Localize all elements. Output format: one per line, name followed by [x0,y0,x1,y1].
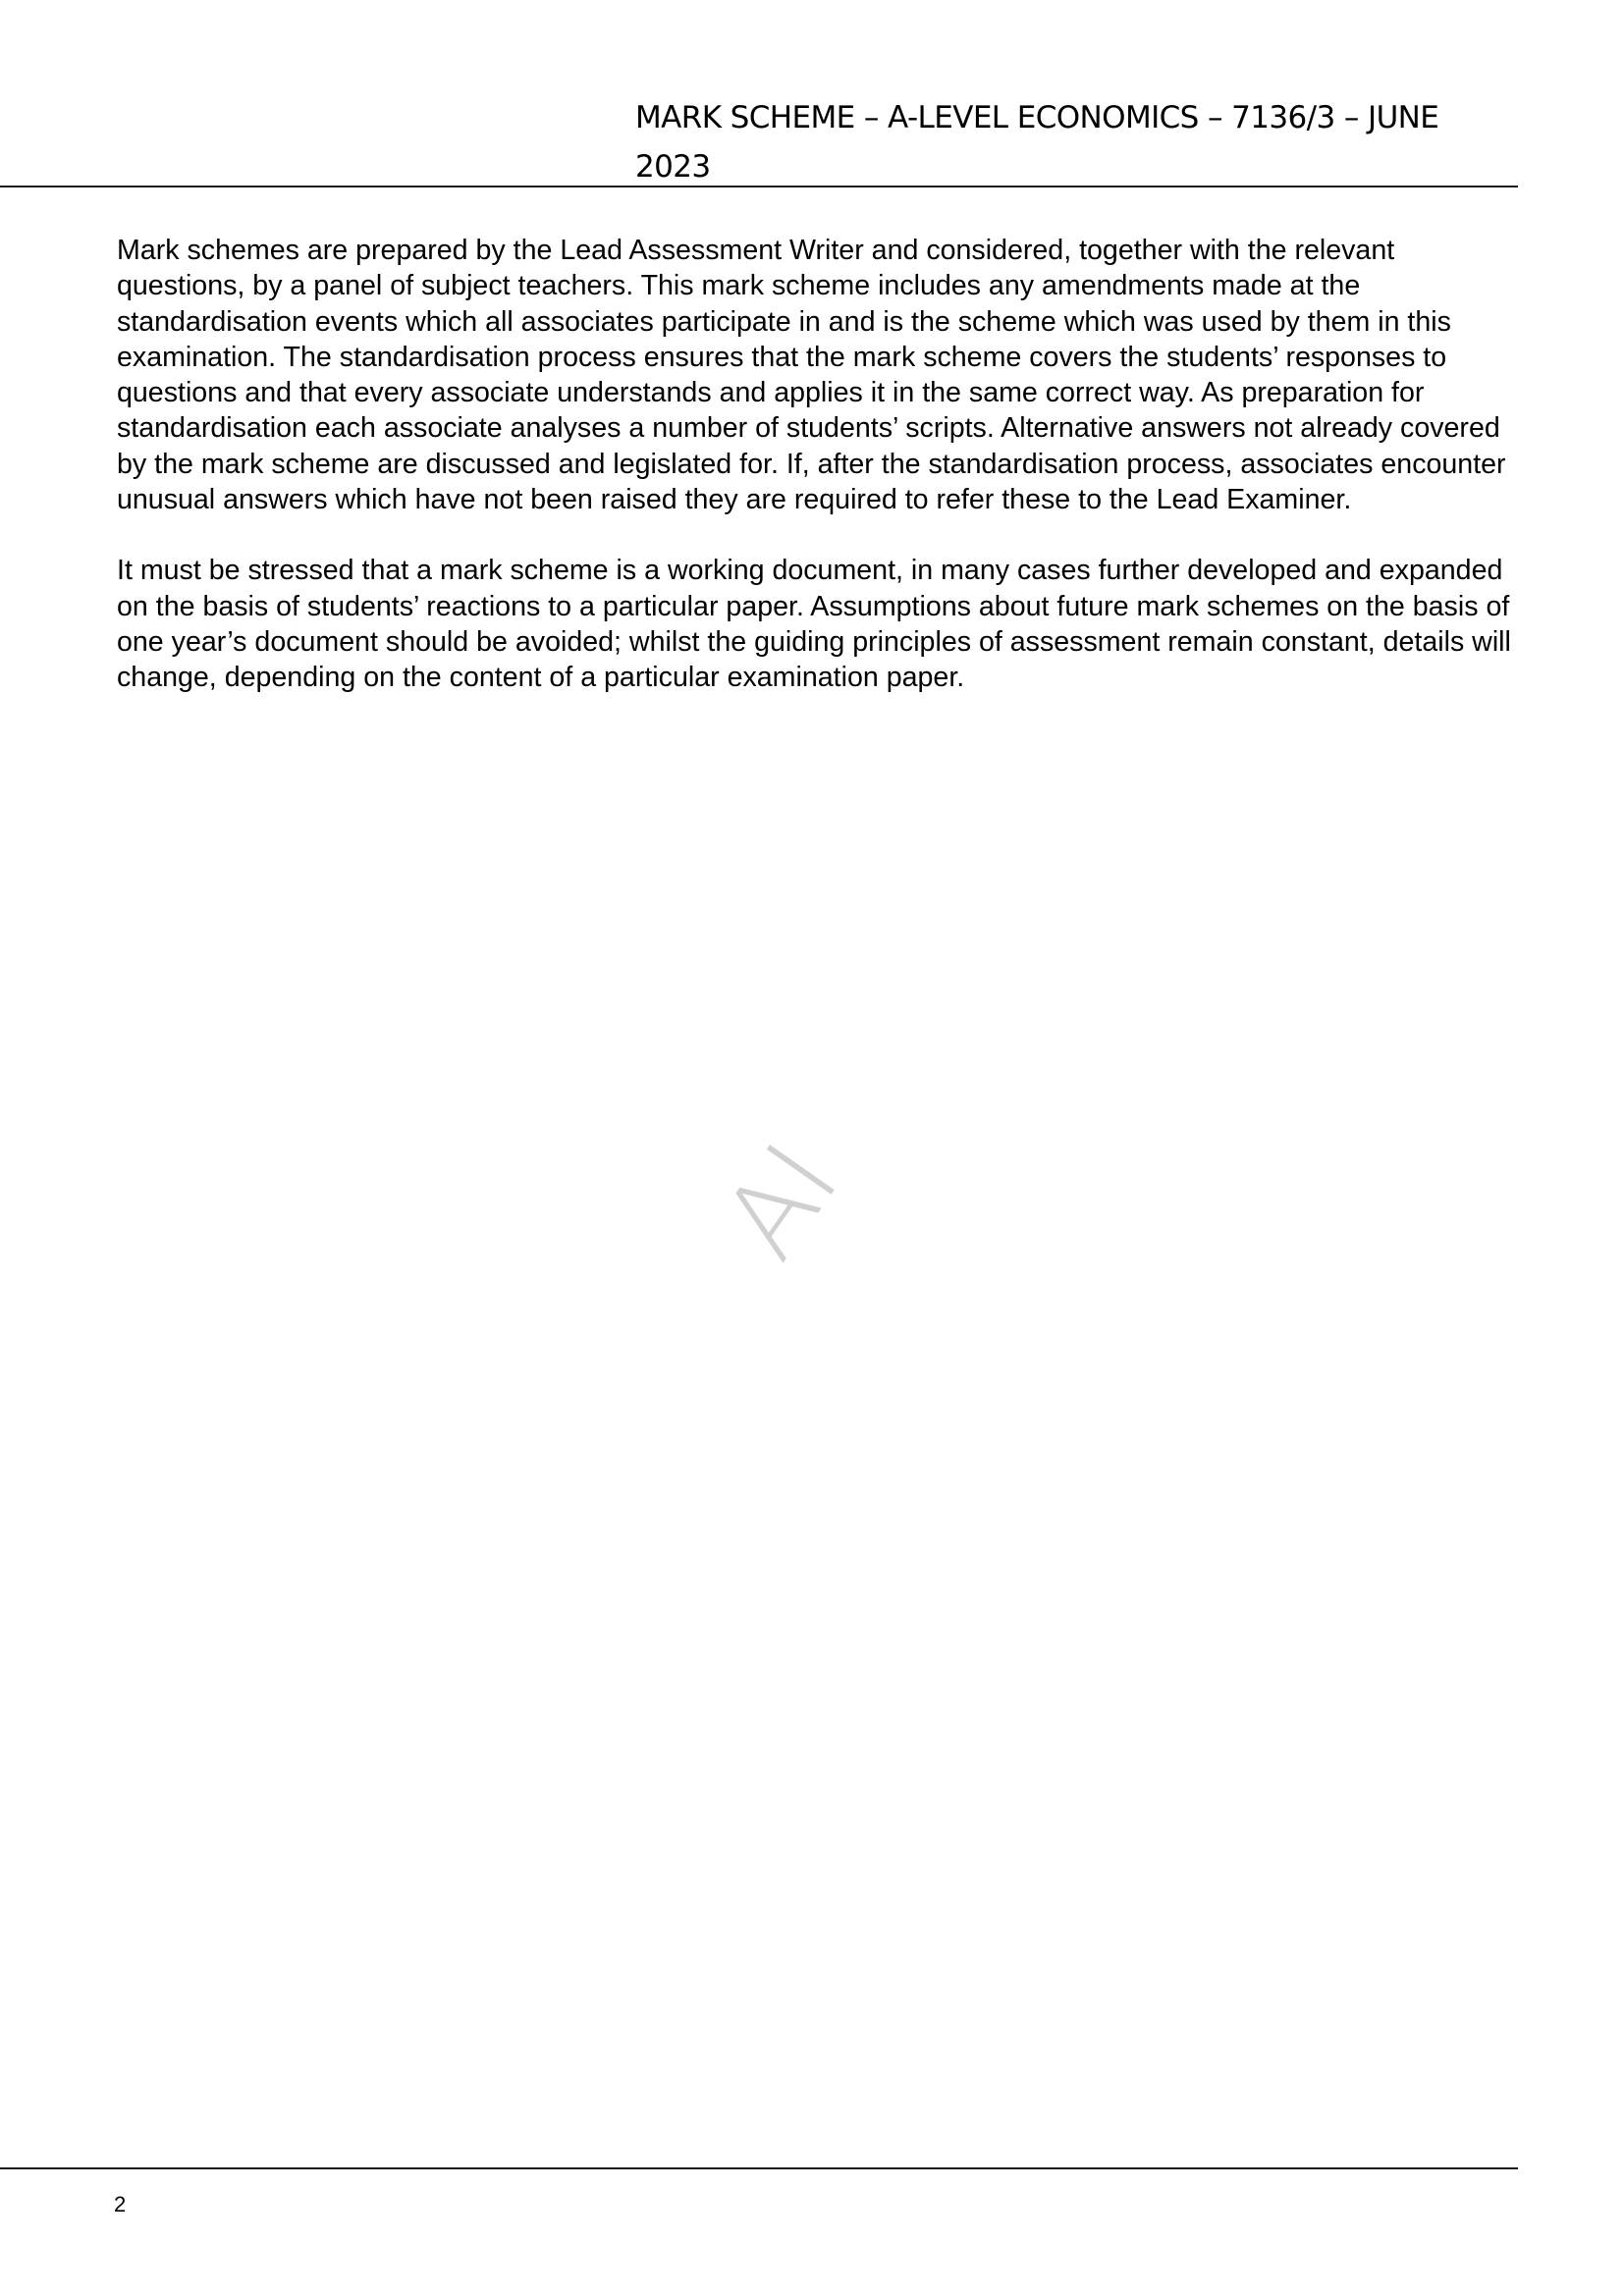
header-divider [0,186,1518,187]
page-number: 2 [114,2192,127,2216]
header-title: MARK SCHEME – A-LEVEL ECONOMICS – 7136/3 – JUNE 2023 [635,100,1439,185]
paragraph-1: Mark schemes are prepared by the Lead Assessment Writer and considered, together with the relevant questions, by a panel of subject teachers. This mark scheme includes any amendments made at the standardisation events which all associates participate in and is the scheme which was used by them in this examination. The standardisation process ensures that the mark scheme covers the students’ responses to questions and that every associate understands and applies it in the same correct way. As preparation for standardisation each associate analyses a number of students’ scripts. Alternative answers not already covered by the mark scheme are discussed and legislated for. If, after the standardisation process, associates encounter unusual answers which have not been raised they are required to refer these to the Lead Examiner. [117,235,1506,516]
paragraph-2: It must be stressed that a mark scheme is a working document, in many cases further developed and expanded on the basis of students’ reactions to a particular paper. Assumptions about future mark schemes on the basis of one year’s document should be avoided; whilst the guiding principles of assessment remain constant, details will change, depending on the content of a particular examination paper. [117,555,1511,694]
watermark: AI [699,1121,863,1281]
footer-divider [0,2167,1518,2169]
body-text [117,233,1511,731]
